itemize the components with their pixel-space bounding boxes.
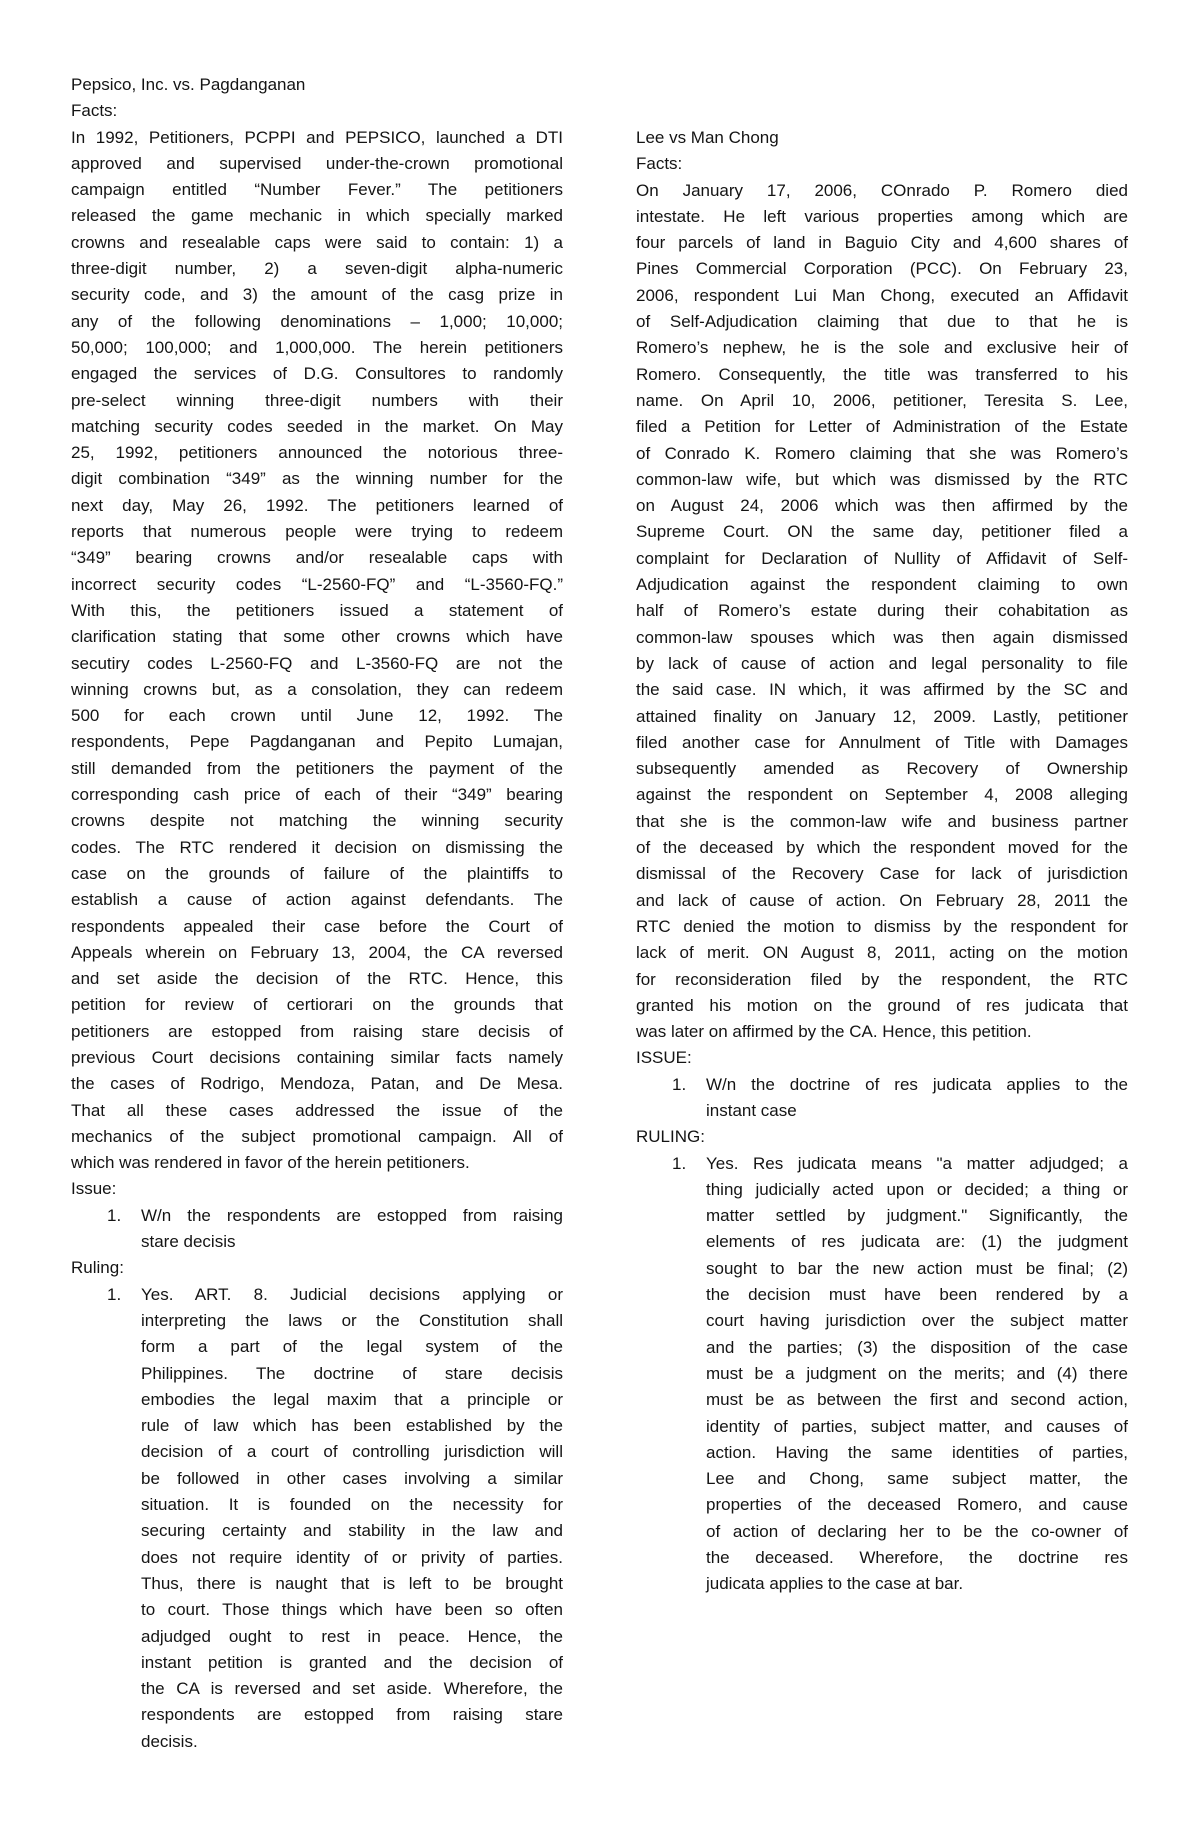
text-line: must be as between the first and second action, (706, 1390, 1128, 1410)
text-line: engaged the services of D.G. Consultores to randomly (71, 364, 563, 384)
issue-list-item (71, 1203, 563, 1256)
text-line: approved and supervised under-the-crown promotional (71, 153, 563, 173)
text-line: decisis. (141, 1731, 198, 1751)
text-line: which was rendered in favor of the herein petitioners. (71, 1153, 470, 1173)
text-line: That all these cases addressed the issue of the (71, 1100, 563, 1120)
text-line: incorrect security codes “L-2560-FQ” and “L-3560-FQ.” (71, 574, 563, 594)
text-line: complaint for Declaration of Nullity of Affidavit of Self- (636, 548, 1128, 568)
text-line: four parcels of land in Baguio City and 4,600 shares of (636, 233, 1128, 253)
list-number: 1. (672, 1074, 687, 1094)
text-line: attained finality on January 12, 2009. Lastly, petitioner (636, 706, 1128, 726)
text-line: properties of the deceased Romero, and cause (706, 1495, 1128, 1515)
text-line: court having jurisdiction over the subject matter (706, 1311, 1128, 1331)
case-lee-column (636, 125, 1128, 1598)
text-line: filed another case for Annulment of Title with Damages (636, 732, 1128, 752)
text-line: secutiry codes L-2560-FQ and L-3560-FQ are not the (71, 653, 563, 673)
case-pepsico-column (71, 72, 563, 1755)
text-line: does not require identity of or privity of parties. (141, 1547, 563, 1567)
text-line: matching security codes seeded in the market. On May (71, 416, 563, 436)
list-number: 1. (107, 1205, 122, 1225)
text-line: pre-select winning three-digit numbers with their (71, 390, 563, 410)
text-line: crowns despite not matching the winning security (71, 811, 563, 831)
text-line: released the game mechanic in which specially marked (71, 206, 563, 226)
text-line: digit combination “349” as the winning number for the (71, 469, 563, 489)
issue-heading: Issue: (71, 1179, 117, 1199)
text-line: petitioners are estopped from raising stare decisis of (71, 1021, 563, 1041)
facts-heading: Facts: (71, 101, 118, 121)
issue-text (706, 1072, 1128, 1125)
text-line: Adjudication against the respondent claiming to own (636, 575, 1128, 595)
text-line: be followed in other cases involving a similar (141, 1468, 563, 1488)
text-line: On January 17, 2006, COnrado P. Romero died (636, 180, 1128, 200)
text-line: Romero’s nephew, he is the sole and exclusive heir of (636, 338, 1128, 358)
text-line: elements of res judicata are: (1) the judgment (706, 1232, 1128, 1252)
text-line: corresponding cash price of each of their “349” bearing (71, 785, 563, 805)
text-line: form a part of the legal system of the (141, 1337, 563, 1357)
text-line: was later on affirmed by the CA. Hence, this petition. (636, 1022, 1032, 1042)
facts-heading: Facts: (636, 154, 683, 174)
text-line: still demanded from the petitioners the payment of the (71, 758, 563, 778)
text-line: thing judicially acted upon or decided; a thing or (706, 1179, 1128, 1199)
text-line: In 1992, Petitioners, PCPPI and PEPSICO, launched a DTI (71, 127, 563, 147)
text-line: 2006, respondent Lui Man Chong, executed an Affidavit (636, 285, 1128, 305)
text-line: rule of law which has been established by the (141, 1416, 563, 1436)
text-line: instant petition is granted and the decision of (141, 1652, 563, 1672)
text-line: the CA is reversed and set aside. Wherefore, the (141, 1679, 563, 1699)
ruling-text (706, 1151, 1128, 1598)
text-line: judicata applies to the case at bar. (706, 1574, 964, 1594)
text-line: crowns and resealable caps were said to contain: 1) a (71, 232, 563, 252)
text-line: 25, 1992, petitioners announced the notorious three- (71, 443, 563, 463)
text-line: of Self-Adjudication claiming that due to that he is (636, 312, 1128, 332)
text-line: by lack of cause of action and legal personality to file (636, 653, 1128, 673)
text-line: dismissal of the Recovery Case for lack of jurisdiction (636, 864, 1128, 884)
text-line: Appeals wherein on February 13, 2004, the CA reversed (71, 942, 563, 962)
text-line: name. On April 10, 2006, petitioner, Teresita S. Lee, (636, 390, 1128, 410)
case-title: Lee vs Man Chong (636, 128, 779, 147)
text-line: common-law wife, but which was dismissed by the RTC (636, 469, 1128, 489)
issue-heading: ISSUE: (636, 1048, 692, 1068)
text-line: and the parties; (3) the disposition of the case (706, 1337, 1128, 1357)
list-number: 1. (107, 1284, 122, 1304)
text-line: interpreting the laws or the Constitution shall (141, 1310, 563, 1330)
text-line: RTC denied the motion to dismiss by the respondent for (636, 916, 1128, 936)
text-line: half of Romero’s estate during their cohabitation as (636, 601, 1128, 621)
text-line: matter settled by judgment." Significantly, the (706, 1206, 1128, 1226)
text-line: and set aside the decision of the RTC. Hence, this (71, 969, 563, 989)
text-line: respondents are estopped from raising stare (141, 1705, 563, 1725)
text-line: W/n the doctrine of res judicata applies to the (706, 1074, 1128, 1094)
text-line: establish a cause of action against defendants. The (71, 890, 563, 910)
facts-paragraph (71, 125, 563, 1177)
text-line: the cases of Rodrigo, Mendoza, Patan, and De Mesa. (71, 1074, 563, 1094)
text-line: clarification stating that some other crowns which have (71, 627, 563, 647)
text-line: and lack of cause of action. On February 28, 2011 the (636, 890, 1128, 910)
facts-paragraph (636, 178, 1128, 1046)
text-line: filed a Petition for Letter of Administration of the Estate (636, 417, 1128, 437)
text-line: subsequently amended as Recovery of Ownership (636, 759, 1128, 779)
text-line: for reconsideration filed by the respondent, the RTC (636, 969, 1128, 989)
text-line: campaign entitled “Number Fever.” The petitioners (71, 180, 563, 200)
text-line: adjudged ought to rest in peace. Hence, the (141, 1626, 563, 1646)
text-line: 500 for each crown until June 12, 1992. The (71, 706, 563, 726)
text-line: on August 24, 2006 which was then affirmed by the (636, 496, 1128, 516)
text-line: that she is the common-law wife and business partner (636, 811, 1128, 831)
issue-list-item (636, 1072, 1128, 1125)
text-line: must be a judgment on the merits; and (4) there (706, 1363, 1128, 1383)
ruling-list-item (71, 1282, 563, 1755)
text-line: lack of merit. ON August 8, 2011, acting on the motion (636, 943, 1128, 963)
text-line: reports that numerous people were trying to redeem (71, 522, 563, 542)
text-line: instant case (706, 1100, 797, 1120)
text-line: codes. The RTC rendered it decision on dismissing the (71, 837, 563, 857)
text-line: three-digit number, 2) a seven-digit alpha-numeric (71, 259, 563, 279)
ruling-heading: Ruling: (71, 1258, 124, 1278)
list-number: 1. (672, 1153, 687, 1173)
text-line: petition for review of certiorari on the grounds that (71, 995, 563, 1015)
text-line: action. Having the same identities of parties, (706, 1442, 1128, 1462)
text-line: the decision must have been rendered by a (706, 1285, 1128, 1305)
text-line: security code, and 3) the amount of the casg prize in (71, 285, 563, 305)
text-line: respondents appealed their case before the Court of (71, 916, 563, 936)
text-line: “349” bearing crowns and/or resealable caps with (71, 548, 563, 568)
text-line: of the deceased by which the respondent moved for the (636, 838, 1128, 858)
text-line: Yes. ART. 8. Judicial decisions applying or (141, 1284, 563, 1304)
case-title: Pepsico, Inc. vs. Pagdanganan (71, 75, 306, 94)
text-line: Pines Commercial Corporation (PCC). On February 23, (636, 259, 1128, 279)
text-line: of Conrado K. Romero claiming that she was Romero’s (636, 443, 1128, 463)
text-line: stare decisis (141, 1232, 236, 1252)
text-line: next day, May 26, 1992. The petitioners learned of (71, 495, 563, 515)
text-line: decision of a court of controlling jurisdiction will (141, 1442, 563, 1462)
text-line: Philippines. The doctrine of stare decisis (141, 1363, 563, 1383)
text-line: Supreme Court. ON the same day, petitioner filed a (636, 522, 1128, 542)
text-line: the deceased. Wherefore, the doctrine res (706, 1548, 1128, 1568)
text-line: winning crowns but, as a consolation, they can redeem (71, 679, 563, 699)
text-line: embodies the legal maxim that a principle or (141, 1389, 563, 1409)
issue-text (141, 1203, 563, 1256)
text-line: identity of parties, subject matter, and causes of (706, 1416, 1128, 1436)
text-line: intestate. He left various properties among which are (636, 206, 1128, 226)
text-line: respondents, Pepe Pagdanganan and Pepito Lumajan, (71, 732, 563, 752)
text-line: sought to bar the new action must be final; (2) (706, 1258, 1128, 1278)
text-line: case on the grounds of failure of the plaintiffs to (71, 863, 563, 883)
text-line: any of the following denominations – 1,000; 10,000; (71, 311, 563, 331)
text-line: Lee and Chong, same subject matter, the (706, 1469, 1128, 1489)
ruling-text (141, 1282, 563, 1755)
text-line: of action of declaring her to be the co-owner of (706, 1521, 1128, 1541)
text-line: mechanics of the subject promotional campaign. All of (71, 1126, 563, 1146)
text-line: situation. It is founded on the necessity for (141, 1495, 563, 1515)
text-line: Thus, there is naught that is left to be brought (141, 1573, 563, 1593)
text-line: against the respondent on September 4, 2008 alleging (636, 785, 1128, 805)
text-line: Romero. Consequently, the title was transferred to his (636, 364, 1128, 384)
text-line: Yes. Res judicata means "a matter adjudged; a (706, 1153, 1128, 1173)
text-line: the said case. IN which, it was affirmed by the SC and (636, 680, 1128, 700)
text-line: securing certainty and stability in the law and (141, 1521, 563, 1541)
text-line: 50,000; 100,000; and 1,000,000. The herein petitioners (71, 337, 563, 357)
text-line: to court. Those things which have been so often (141, 1600, 563, 1620)
text-line: granted his motion on the ground of res judicata that (636, 995, 1128, 1015)
text-line: W/n the respondents are estopped from raising (141, 1205, 563, 1225)
text-line: previous Court decisions containing similar facts namely (71, 1047, 563, 1067)
ruling-list-item (636, 1151, 1128, 1598)
text-line: With this, the petitioners issued a statement of (71, 600, 563, 620)
ruling-heading: RULING: (636, 1127, 705, 1147)
text-line: common-law spouses which was then again dismissed (636, 627, 1128, 647)
